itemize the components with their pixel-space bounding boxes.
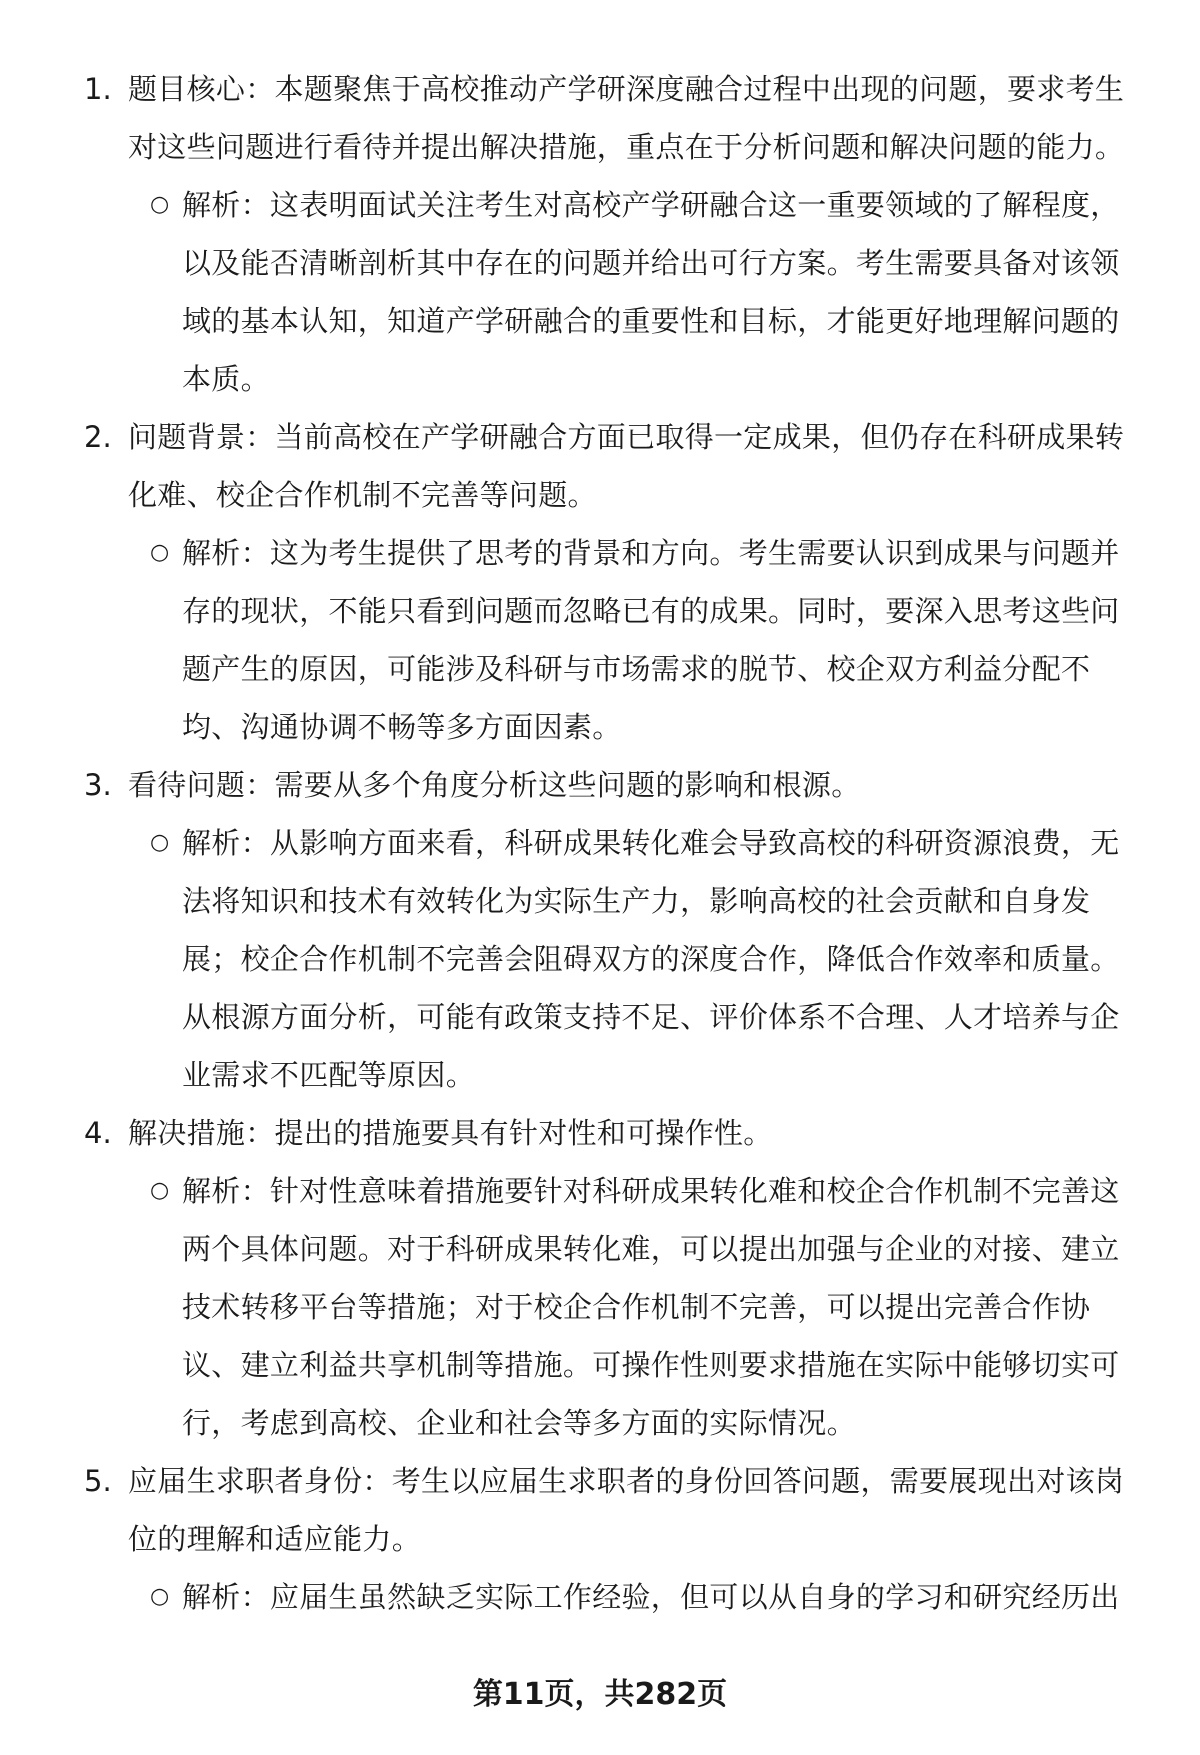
- analysis-text: 解析：这表明面试关注考生对高校产学研融合这一重要领域的了解程度，以及能否清晰剖析其中存在的问题并给出可行方案。考生需要具备对该领域的基本认知，知道产学研融合的重要性和目标，才能更好地理解问题的本质。: [182, 188, 1120, 396]
- analysis-text: 解析：应届生虽然缺乏实际工作经验，但可以从自身的学习和研究经历出: [182, 1580, 1120, 1614]
- item-text: 看待问题：需要从多个角度分析这些问题的影响和根源。: [128, 768, 861, 802]
- item-number: 3.: [84, 768, 112, 802]
- list-item-1: [0, 60, 1200, 176]
- bullet-icon: ○: [150, 830, 170, 855]
- item-text: 问题背景：当前高校在产学研融合方面已取得一定成果，但仍存在科研成果转化难、校企合作机制不完善等问题。: [128, 420, 1125, 512]
- analysis-item-3: [0, 814, 1200, 1104]
- analysis-item-4: [0, 1162, 1200, 1452]
- list-item-5: [0, 1452, 1200, 1568]
- item-number: 5.: [84, 1464, 112, 1498]
- document-body: [0, 60, 1200, 1626]
- list-item-2: [0, 408, 1200, 524]
- item-number: 2.: [84, 420, 112, 454]
- analysis-item-1: [0, 176, 1200, 408]
- item-text: 应届生求职者身份：考生以应届生求职者的身份回答问题，需要展现出对该岗位的理解和适应能力。: [128, 1464, 1125, 1556]
- bullet-icon: ○: [150, 1584, 170, 1609]
- analysis-text: 解析：从影响方面来看，科研成果转化难会导致高校的科研资源浪费，无法将知识和技术有效转化为实际生产力，影响高校的社会贡献和自身发展；校企合作机制不完善会阻碍双方的深度合作，降低合作效率和质量。从根源方面分析，可能有政策支持不足、评价体系不合理、人才培养与企业需求不匹配等原因。: [182, 826, 1120, 1092]
- item-number: 1.: [84, 72, 112, 106]
- analysis-item-2: [0, 524, 1200, 756]
- bullet-icon: ○: [150, 192, 170, 217]
- list-item-4: [0, 1104, 1200, 1162]
- item-text: 题目核心：本题聚焦于高校推动产学研深度融合过程中出现的问题，要求考生对这些问题进行看待并提出解决措施，重点在于分析问题和解决问题的能力。: [128, 72, 1125, 164]
- item-text: 解决措施：提出的措施要具有针对性和可操作性。: [128, 1116, 773, 1150]
- bullet-icon: ○: [150, 540, 170, 565]
- analysis-text: 解析：针对性意味着措施要针对科研成果转化难和校企合作机制不完善这两个具体问题。对于科研成果转化难，可以提出加强与企业的对接、建立技术转移平台等措施；对于校企合作机制不完善，可以提出完善合作协议、建立利益共享机制等措施。可操作性则要求措施在实际中能够切实可行，考虑到高校、企业和社会等多方面的实际情况。: [182, 1174, 1120, 1440]
- page-footer: 第11页，共282页: [472, 1677, 728, 1712]
- analysis-text: 解析：这为考生提供了思考的背景和方向。考生需要认识到成果与问题并存的现状，不能只看到问题而忽略已有的成果。同时，要深入思考这些问题产生的原因，可能涉及科研与市场需求的脱节、校企双方利益分配不均、沟通协调不畅等多方面因素。: [182, 536, 1120, 744]
- item-number: 4.: [84, 1116, 112, 1150]
- analysis-item-5: [0, 1568, 1200, 1626]
- bullet-icon: ○: [150, 1178, 170, 1203]
- list-item-3: [0, 756, 1200, 814]
